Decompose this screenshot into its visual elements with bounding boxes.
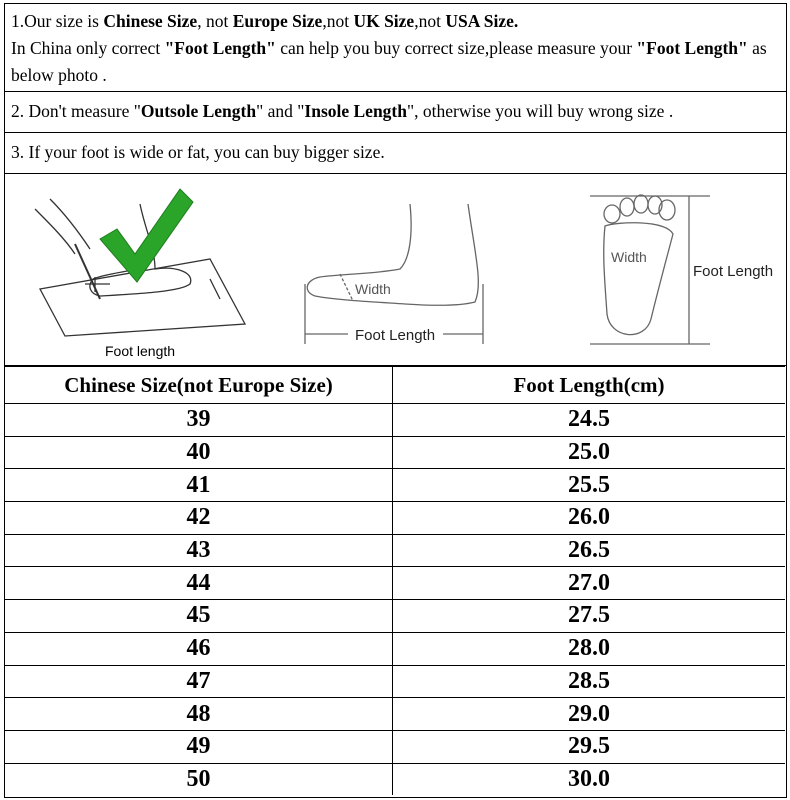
size-cell: 39: [5, 404, 393, 437]
note-text: In China only correct: [11, 38, 165, 58]
length-cell: 25.0: [393, 436, 786, 469]
note-bold: Chinese Size: [103, 11, 198, 31]
side-length-label: Foot Length: [355, 327, 436, 344]
table-row: [5, 763, 785, 795]
note-bold: USA Size.: [445, 11, 519, 31]
note-bold: Outsole Length: [140, 101, 257, 121]
table-row: [5, 698, 785, 731]
table-header-row: [5, 367, 785, 404]
note-text: 3. If your foot is wide or fat, you can buy bigger size.: [11, 142, 385, 162]
note-text: 2. Don't measure ": [11, 101, 141, 121]
note-text: " and ": [256, 101, 305, 121]
length-cell: 27.0: [393, 567, 786, 600]
illustration-canvas: [5, 174, 785, 364]
size-cell: 45: [5, 600, 393, 633]
note-bold: "Foot Length": [164, 38, 276, 58]
note-bold: Insole Length: [304, 101, 407, 121]
length-cell: 29.5: [393, 730, 786, 763]
size-cell: 49: [5, 730, 393, 763]
length-cell: 30.0: [393, 763, 786, 795]
note-bold: UK Size: [353, 11, 415, 31]
table-row: [5, 665, 785, 698]
length-cell: 27.5: [393, 600, 786, 633]
column-header-length: Foot Length(cm): [393, 367, 786, 404]
note-text: ,not: [322, 11, 354, 31]
size-cell: 43: [5, 534, 393, 567]
table-row: [5, 502, 785, 535]
table-row: [5, 436, 785, 469]
left-caption: Foot length: [105, 343, 176, 359]
length-cell: 26.0: [393, 502, 786, 535]
size-cell: 41: [5, 469, 393, 502]
table-row: [5, 469, 785, 502]
size-cell: 46: [5, 632, 393, 665]
note-bold: "Foot Length": [636, 38, 748, 58]
table-row: [5, 567, 785, 600]
side-foot-outline: [307, 204, 478, 305]
toe: [604, 205, 620, 223]
note-text: , not: [197, 11, 233, 31]
length-cell: 25.5: [393, 469, 786, 502]
size-cell: 48: [5, 698, 393, 731]
pencil: [75, 244, 100, 299]
size-cell: 40: [5, 436, 393, 469]
size-chart: [4, 3, 787, 798]
length-cell: 28.0: [393, 632, 786, 665]
note-text: 1.Our size is: [11, 11, 104, 31]
size-cell: 44: [5, 567, 393, 600]
measurement-illustrations: [5, 174, 786, 366]
table-row: [5, 730, 785, 763]
note-text: ,not: [414, 11, 446, 31]
note-text: ", otherwise you will buy wrong size .: [407, 101, 674, 121]
side-width-label: Width: [355, 281, 391, 297]
note-measure-warning: [5, 92, 786, 133]
size-cell: 42: [5, 502, 393, 535]
note-bold: Europe Size: [232, 11, 323, 31]
size-cell: 50: [5, 763, 393, 795]
sole-outline: [604, 223, 673, 335]
note-text: can help you buy correct size,please measure your: [275, 38, 637, 58]
size-table: [5, 366, 785, 795]
toe: [620, 198, 634, 216]
sole-length-label: Foot Length: [693, 263, 774, 280]
note-size-system: [5, 4, 786, 92]
column-header-size: Chinese Size(not Europe Size): [5, 367, 393, 404]
sole-foot-illustration: [590, 195, 710, 344]
note-wide-foot: [5, 133, 786, 174]
table-row: [5, 632, 785, 665]
length-cell: 29.0: [393, 698, 786, 731]
length-cell: 26.5: [393, 534, 786, 567]
length-cell: 28.5: [393, 665, 786, 698]
side-width-guide: [340, 274, 353, 301]
size-cell: 47: [5, 665, 393, 698]
length-cell: 24.5: [393, 404, 786, 437]
hand-outline: [35, 199, 90, 254]
checkmark-icon: [100, 189, 193, 282]
toe: [634, 195, 648, 213]
mark-toe: [210, 279, 220, 299]
table-row: [5, 404, 785, 437]
table-row: [5, 534, 785, 567]
sole-width-label: Width: [611, 249, 647, 265]
table-row: [5, 600, 785, 633]
note-text: as below photo .: [11, 38, 767, 85]
